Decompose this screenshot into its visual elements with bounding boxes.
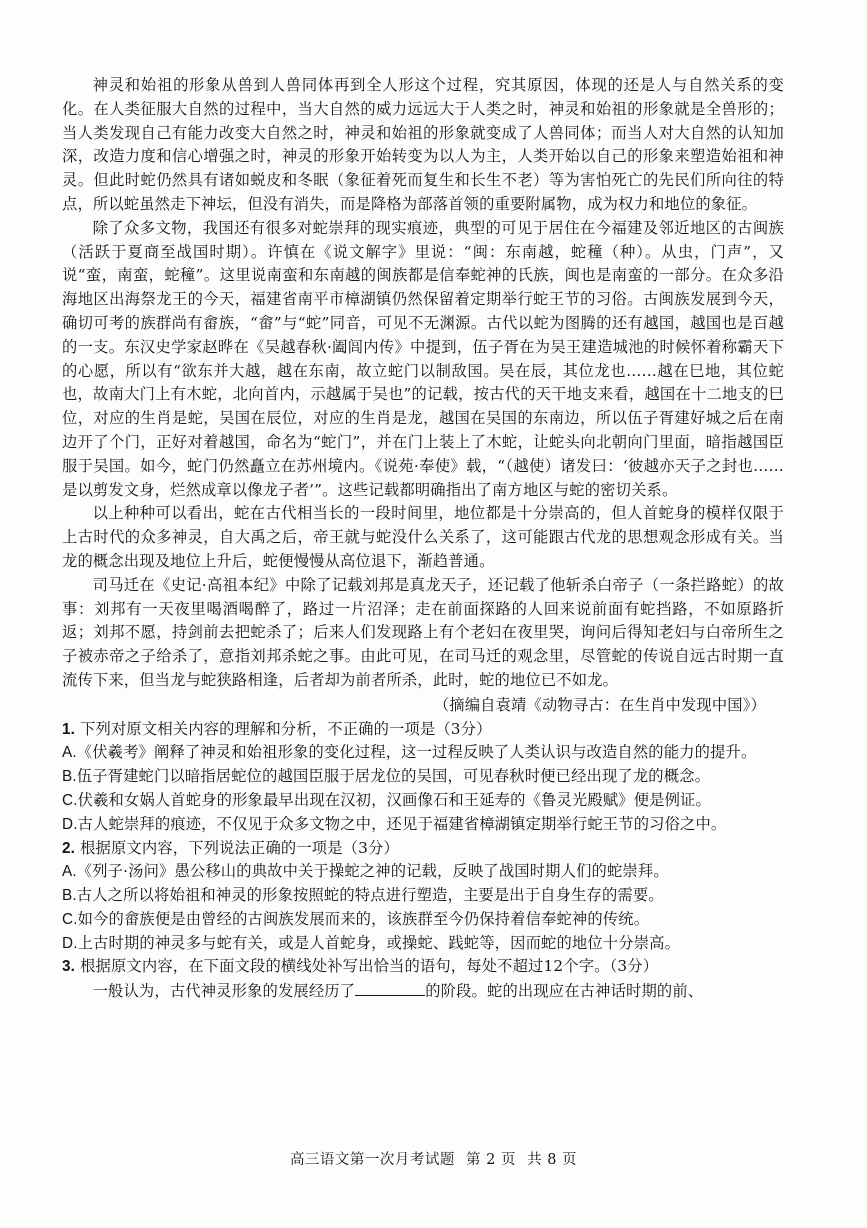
option-letter: D. [62, 815, 78, 833]
page-footer [0, 1148, 867, 1169]
question-3-text: 根据原文内容，在下面文段的横线处补写出恰当的语句，每处不超过12个字。（3分） [80, 957, 659, 976]
option-text: 如今的畲族便是由曾经的古闽族发展而来的，该族群至今仍保持着信奉蛇神的传统。 [77, 909, 650, 928]
question-2-stem [62, 837, 784, 861]
option-text: 伏羲和女娲人首蛇身的形象最早出现在汉初，汉画像石和王延寿的《鲁灵光殿赋》便是例证。 [77, 790, 711, 809]
question-1-number: 1. [62, 720, 76, 738]
option-text: 伍子胥建蛇门以暗指居蛇位的越国臣服于居龙位的吴国，可见春秋时便已经出现了龙的概念。 [76, 767, 711, 786]
question-2-number: 2. [62, 839, 76, 857]
option-text: 古人蛇崇拜的痕迹，不仅见于众多文物之中，还见于福建省樟湖镇定期举行蛇王节的习俗之中。 [77, 814, 727, 833]
question-1-option-a [62, 741, 784, 765]
question-2-option-d [62, 932, 784, 956]
option-text: 《列子·汤问》愚公移山的典故中关于操蛇之神的记载，反映了战国时期人们的蛇崇拜。 [76, 862, 669, 881]
footer-page-number: 第 2 页 [466, 1152, 516, 1168]
option-letter: A. [62, 863, 77, 881]
passage-paragraph-4: 司马迁在《史记·高祖本纪》中除了记载刘邦是真龙天子，还记载了他斩杀白帝子（一条拦路蛇）的故事：刘邦有一天夜里喝酒喝醉了，路过一片沼泽；走在前面探路的人回来说前面有蛇挡路，不如原路折返；刘邦不愿，持剑前去把蛇杀了；后来人们发现路上有个老妇在夜里哭，询问后得知老妇与白帝所生之子被赤帝之子给杀了，意指刘邦杀蛇之事。由此可见，在司马迁的观念里，尽管蛇的传说自远古时期一直流传下来，但当龙与蛇狭路相逢，后者却为前者所杀，此时，蛇的地位已不如龙。 [62, 575, 784, 689]
option-text: 上古时期的神灵多与蛇有关，或是人首蛇身，或操蛇、践蛇等，因而蛇的地位十分崇高。 [77, 933, 681, 952]
option-letter: B. [62, 768, 77, 786]
fill-text-after: 的阶段。蛇的出现应在古神话时期的前、 [425, 982, 704, 1001]
page-content [62, 74, 784, 1004]
passage-paragraph-1: 神灵和始祖的形象从兽到人兽同体再到全人形这个过程，究其原因，体现的还是人与自然关系的变化。在人类征服大自然的过程中，当大自然的威力远远大于人类之时，神灵和始祖的形象就是全兽形的；当人类发现自己有能力改变大自然之时，神灵和始祖的形象就变成了人兽同体；而当人对大自然的认知加深，改造力度和信心增强之时，神灵的形象开始转变为以人为主，人类开始以自己的形象来塑造始祖和神灵。但此时蛇仍然具有诸如蜕皮和冬眠（象征着死而复生和长生不老）等为害怕死亡的先民们所向往的特点，所以蛇虽然走下神坛，但没有消失，而是降格为部落首领的重要附属物，成为权力和地位的象征。 [62, 76, 784, 213]
question-1-stem [62, 718, 784, 742]
question-2-text: 根据原文内容，下列说法正确的一项是（3分） [80, 838, 399, 857]
passage-paragraph-2: 除了众多文物，我国还有很多对蛇崇拜的现实痕迹，典型的可见于居住在今福建及邻近地区的古闽族（活跃于夏商至战国时期）。许慎在《说文解字》里说：“闽：东南越，蛇穜（种）。从虫，门声”，又说“蛮，南蛮，蛇穜”。这里说南蛮和东南越的闽族都是信奉蛇神的氏族，闽也是南蛮的一部分。在众多沿海地区出海祭龙王的今天，福建省南平市樟湖镇仍然保留着定期举行蛇王节的习俗。古闽族发展到今天，确切可考的族群尚有畲族，“畲”与“蛇”同音，可见不无渊源。古代以蛇为图腾的还有越国，越国也是百越的一支。东汉史学家赵晔在《吴越春秋·阖闾内传》中提到，伍子胥在为吴王建造城池的时候怀着称霸天下的心愿，所以有“欲东并大越，越在东南，故立蛇门以制敌国。吴在辰，其位龙也……越在巳地，其位蛇也，故南大门上有木蛇，北向首内，示越属于吴也”的记载，按古代的天干地支来看，越国在十二地支的巳位，对应的生肖是蛇，吴国在辰位，对应的生肖是龙，越国在吴国的东南边，所以伍子胥建好城之后在南边开了个门，正好对着越国，命名为“蛇门”，并在门上装上了木蛇，让蛇头向北朝向门里面，暗指越国臣服于吴国。如今，蛇门仍然矗立在苏州境内。《说苑·奉使》载，“（越使）诸发曰：‘彼越亦天子之封也……是以剪发文身，烂然成章以像龙子者’”。这些记载都明确指出了南方地区与蛇的密切关系。 [62, 218, 784, 499]
option-letter: C. [62, 910, 78, 928]
passage-source: （摘编自袁靖《动物寻古：在生肖中发现中国》） [433, 695, 766, 714]
option-letter: D. [62, 934, 78, 952]
question-3-stem [62, 955, 784, 979]
fill-text-before: 一般认为，古代神灵形象的发展经历了 [92, 982, 356, 1001]
answer-blank[interactable] [355, 979, 425, 996]
question-2-option-a [62, 860, 784, 884]
option-letter: B. [62, 887, 77, 905]
question-2-option-b [62, 884, 784, 908]
option-text: 《伏羲考》阐释了神灵和始祖形象的变化过程，这一过程反映了人类认识与改造自然的能力的提升。 [76, 743, 757, 762]
option-letter: A. [62, 744, 77, 762]
passage-paragraph-3: 以上种种可以看出，蛇在古代相当长的一段时间里，地位都是十分崇高的，但人首蛇身的模样仅限于上古时代的众多神灵，自大禹之后，帝王就与蛇没什么关系了，这可能跟古代龙的思想观念形成有关。当龙的概念出现及地位上升后，蛇便慢慢从高位退下，渐趋普通。 [62, 504, 784, 570]
option-text: 古人之所以将始祖和神灵的形象按照蛇的特点进行塑造，主要是出于自身生存的需要。 [76, 886, 664, 905]
question-3-number: 3. [62, 958, 76, 976]
footer-total-pages: 共 8 页 [527, 1152, 578, 1168]
option-letter: C. [62, 791, 78, 809]
question-1-option-c [62, 789, 784, 813]
question-3-fill-text [62, 979, 784, 1004]
question-1-text: 下列对原文相关内容的理解和分析，不正确的一项是（3分） [80, 719, 492, 738]
question-2-option-c [62, 908, 784, 932]
question-1-option-b [62, 765, 784, 789]
footer-title: 高三语文第一次月考试题 [289, 1152, 455, 1168]
question-1-option-d [62, 813, 784, 837]
